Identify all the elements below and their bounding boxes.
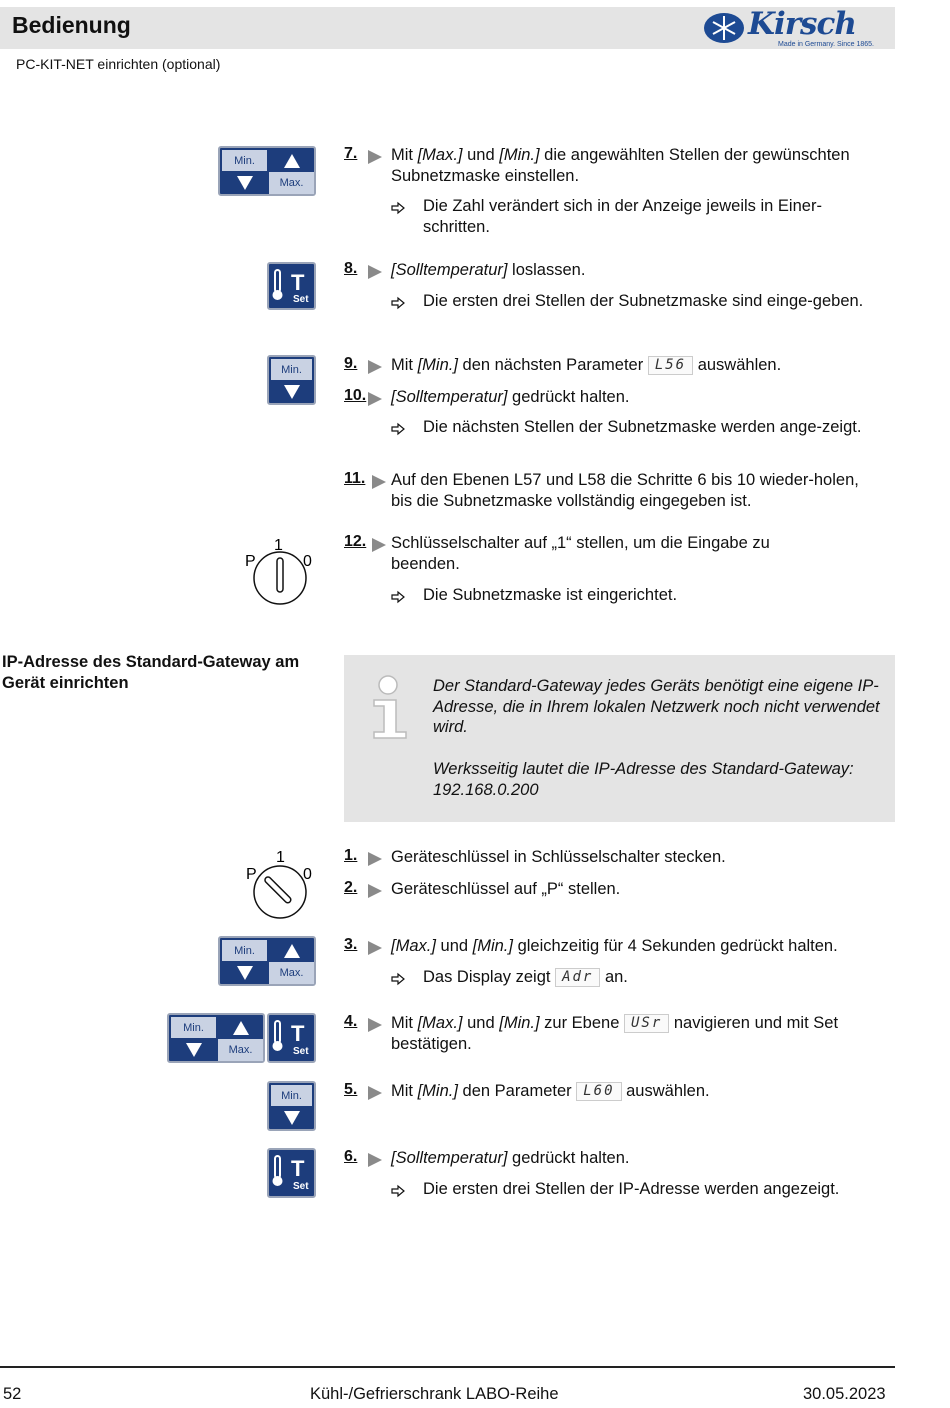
step-text: [Solltemperatur] gedrückt halten. [391,1149,630,1167]
result-arrow-icon [391,418,405,438]
step-number: 9. [344,355,390,377]
info-icon [371,674,411,740]
min-key: Min. [222,940,267,961]
max-key: Max. [269,172,314,194]
breadcrumb: PC-KIT-NET einrichten (optional) [16,56,221,72]
info-box [344,655,895,822]
display-readout: L56 [648,356,693,375]
step-text: [Solltemperatur] gedrückt halten. [391,388,630,406]
step-number: 10. [344,387,390,409]
svg-text:T: T [291,1021,305,1046]
result-arrow-icon [391,968,405,988]
step-text: Mit [Min.] den nächsten Parameter L56 auswählen. [391,356,782,374]
result-arrow-icon [391,292,405,312]
svg-text:T: T [291,1156,305,1181]
page-number: 52 [3,1385,22,1403]
svg-text:1: 1 [276,849,285,866]
svg-text:T: T [291,270,305,295]
step-text: Schlüsselschalter auf „1“ stellen, um die Eingabe zu beenden. [391,534,770,573]
arrow-down-icon [171,1039,216,1061]
step-result: Die Zahl verändert sich in der Anzeige jeweils in Einer-schritten. [423,197,822,236]
svg-text:Set: Set [293,1181,309,1192]
svg-text:Set: Set [293,294,309,305]
key-switch [242,534,318,606]
svg-text:0: 0 [303,866,312,883]
svg-text:P: P [246,866,257,883]
step-text: [Solltemperatur] loslassen. [391,261,586,279]
step-result: Das Display zeigt Adr an. [423,968,628,986]
footer-date: 30.05.2023 [803,1385,886,1403]
step-number: 11. [344,470,390,492]
min-max-keypad [167,1013,265,1063]
step-text: Geräteschlüssel auf „P“ stellen. [391,880,621,898]
max-key: Max. [218,1039,263,1061]
display-readout: Adr [555,968,600,987]
svg-text:0: 0 [303,553,312,570]
min-keypad [267,355,316,405]
min-max-keypad [218,936,316,986]
step-number: 6. [344,1148,390,1170]
step-number: 7. [344,145,390,167]
info-text-default: Werksseitig lautet die IP-Adresse des Standard-Gateway: 192.168.0.200 [433,760,854,799]
step-number: 12. [344,533,390,555]
max-key: Max. [269,962,314,984]
thermometer-icon [269,1015,314,1061]
result-arrow-icon [391,1180,405,1200]
set-key [267,1013,316,1063]
min-max-keypad [218,146,316,196]
kirsch-logo [700,8,890,48]
min-key: Min. [171,1017,216,1038]
step-result: Die ersten drei Stellen der Subnetzmaske sind einge-geben. [423,292,864,310]
step-result: Die Subnetzmaske ist eingerichtet. [423,586,678,604]
arrow-up-icon [269,150,314,171]
min-keypad [267,1081,316,1131]
snowflake-icon [702,10,746,46]
step-number: 8. [344,260,390,282]
arrow-down-icon [271,381,312,403]
arrow-down-icon [222,172,267,194]
min-key: Min. [271,1085,312,1106]
step-number: 3. [344,936,390,958]
result-arrow-icon [391,197,405,217]
svg-text:Set: Set [293,1046,309,1057]
page-title: Bedienung [12,12,131,38]
display-readout: L60 [576,1082,621,1101]
footer-product: Kühl-/Gefrierschrank LABO-Reihe [310,1385,559,1403]
arrow-down-icon [222,962,267,984]
step-text: Auf den Ebenen L57 und L58 die Schritte 6 bis 10 wieder-holen, bis die Subnetzmaske vollständig eingegeben ist. [391,471,859,510]
key-switch [242,848,318,920]
arrow-up-icon [269,940,314,961]
step-text: Mit [Max.] und [Min.] die angewählten Stellen der gewünschten Subnetzmaske einstellen. [391,146,850,185]
info-text: Der Standard-Gateway jedes Geräts benötigt eine eigene IP-Adresse, die in Ihrem lokalen Netzwerk noch nicht verwendet wird. [433,677,880,736]
step-text: Geräteschlüssel in Schlüsselschalter stecken. [391,848,726,866]
logo-tagline: Made in Germany. Since 1865. [778,41,874,48]
step-text: Mit [Min.] den Parameter L60 auswählen. [391,1082,710,1100]
step-number: 5. [344,1081,390,1103]
step-number: 4. [344,1013,390,1035]
min-key: Min. [222,150,267,171]
step-result: Die nächsten Stellen der Subnetzmaske werden ange-zeigt. [423,418,862,436]
svg-text:P: P [245,553,256,570]
step-text: [Max.] und [Min.] gleichzeitig für 4 Sekunden gedrückt halten. [391,937,838,955]
arrow-down-icon [271,1107,312,1129]
set-key [267,262,316,310]
display-readout: USr [624,1014,669,1033]
svg-text:1: 1 [274,537,283,554]
result-arrow-icon [391,586,405,606]
logo-text: Kirsch [748,6,856,42]
section-heading: IP-Adresse des Standard-Gateway am Gerät einrichten [2,653,300,692]
step-text: Mit [Max.] und [Min.] zur Ebene USr navigieren und mit Set bestätigen. [391,1014,839,1053]
step-result: Die ersten drei Stellen der IP-Adresse werden angezeigt. [423,1180,840,1198]
footer-divider [0,1366,895,1368]
thermometer-icon [269,1150,314,1196]
set-key [267,1148,316,1198]
step-number: 2. [344,879,390,901]
thermometer-icon [269,264,314,308]
step-number: 1. [344,847,390,869]
min-key: Min. [271,359,312,380]
arrow-up-icon [218,1017,263,1038]
